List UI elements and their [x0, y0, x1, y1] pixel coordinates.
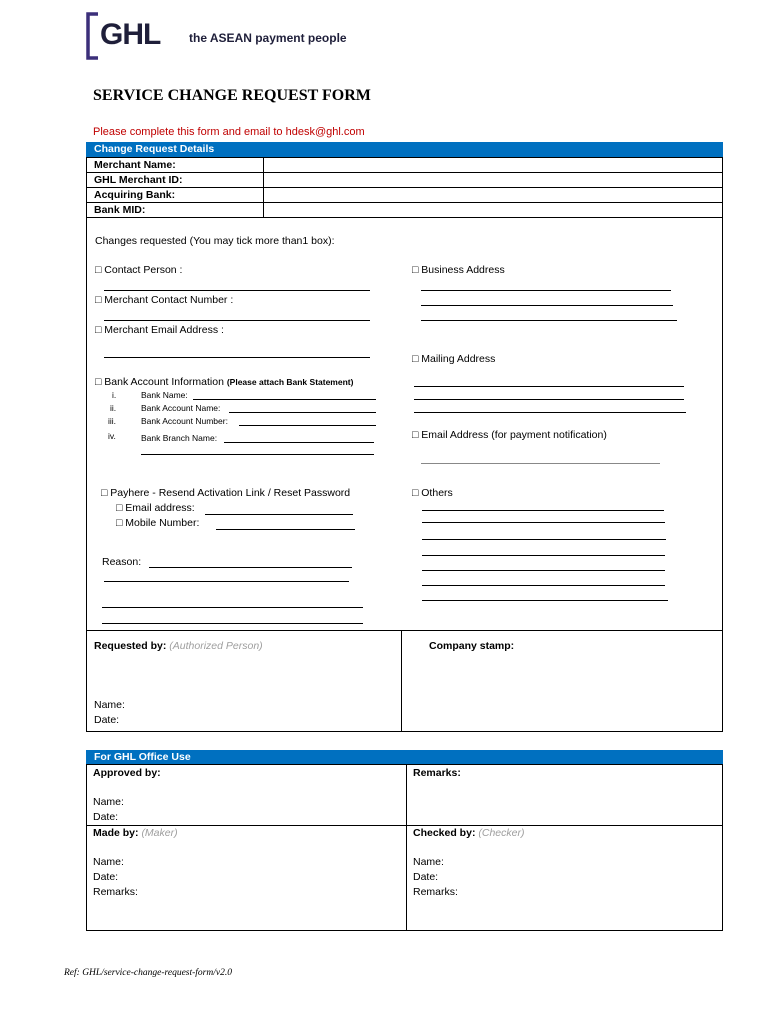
- bank-branch-line[interactable]: [224, 442, 374, 443]
- others-option[interactable]: [412, 487, 453, 499]
- bank-mid-field[interactable]: [264, 203, 722, 217]
- payhere-mobile-line[interactable]: [216, 529, 355, 530]
- authorized-person-label: (Authorized Person): [169, 640, 263, 652]
- bank-branch-line-2[interactable]: [141, 454, 374, 455]
- payhere-mobile-option[interactable]: [116, 517, 199, 529]
- others-line-7[interactable]: [422, 600, 668, 601]
- bank-account-number-label: Bank Account Number:: [141, 416, 228, 426]
- checker-label: (Checker): [478, 827, 525, 839]
- email-payment-line[interactable]: [421, 463, 660, 464]
- checkbox-icon[interactable]: □: [95, 324, 102, 336]
- reason-line-4[interactable]: [102, 623, 363, 624]
- contact-person-option[interactable]: [95, 264, 182, 276]
- bank-item-num: ii.: [110, 403, 117, 413]
- bank-account-name-label: Bank Account Name:: [141, 403, 221, 413]
- merchant-id-label: GHL Merchant ID:: [94, 174, 183, 186]
- business-address-line-1[interactable]: [421, 290, 671, 291]
- bank-item-num: iii.: [108, 416, 117, 426]
- merchant-email-label: Merchant Email Address :: [104, 324, 224, 336]
- payhere-mobile-label: Mobile Number:: [125, 517, 200, 529]
- bank-mid-label: Bank MID:: [94, 204, 146, 216]
- checkbox-icon[interactable]: □: [95, 264, 102, 276]
- merchant-email-line[interactable]: [104, 357, 370, 358]
- requested-by: [94, 640, 263, 652]
- checkbox-icon[interactable]: □: [101, 487, 108, 499]
- made-by-label: Made by:: [93, 827, 139, 839]
- approved-by-label: Approved by:: [93, 767, 161, 779]
- acquiring-bank-label: Acquiring Bank:: [94, 189, 176, 201]
- office-header: For GHL Office Use: [86, 750, 723, 765]
- checkbox-icon[interactable]: □: [412, 353, 419, 365]
- merchant-email-option[interactable]: [95, 324, 224, 336]
- requested-by-label: Requested by:: [94, 640, 167, 652]
- email-payment-label: Email Address (for payment notification): [421, 429, 607, 441]
- merchant-name-label: Merchant Name:: [94, 159, 176, 171]
- checkbox-icon[interactable]: □: [116, 502, 123, 514]
- checker-name-label: Name:: [413, 856, 444, 868]
- bank-account-label: Bank Account Information: [104, 376, 224, 388]
- footer-ref: Ref: GHL/service-change-request-form/v2.0: [64, 968, 232, 978]
- contact-person-line[interactable]: [104, 290, 370, 291]
- page-title: SERVICE CHANGE REQUEST FORM: [93, 87, 371, 104]
- payhere-email-option[interactable]: [116, 502, 195, 514]
- merchant-contact-line[interactable]: [104, 320, 370, 321]
- checked-by: [413, 827, 524, 839]
- checker-date-label: Date:: [413, 871, 439, 883]
- others-line-1[interactable]: [422, 510, 664, 511]
- contact-person-label: Contact Person :: [104, 264, 183, 276]
- checkbox-icon[interactable]: □: [412, 264, 419, 276]
- mailing-address-label: Mailing Address: [421, 353, 496, 365]
- office-remarks-label: Remarks:: [413, 767, 461, 779]
- bank-name-line[interactable]: [193, 399, 376, 400]
- logo-brand: GHL: [100, 18, 161, 51]
- company-stamp-label: Company stamp:: [429, 640, 515, 652]
- bank-branch-label: Bank Branch Name:: [141, 433, 218, 443]
- details-header: Change Request Details: [86, 142, 723, 157]
- merchant-contact-label: Merchant Contact Number :: [104, 294, 234, 306]
- checkbox-icon[interactable]: □: [95, 294, 102, 306]
- business-address-line-3[interactable]: [421, 320, 677, 321]
- bank-name-label: Bank Name:: [141, 390, 188, 400]
- others-line-5[interactable]: [422, 570, 665, 571]
- others-line-2[interactable]: [422, 522, 665, 523]
- merchant-contact-option[interactable]: [95, 294, 233, 306]
- business-address-option[interactable]: [412, 264, 505, 276]
- logo-tagline: the ASEAN payment people: [189, 31, 347, 45]
- made-by: [93, 827, 178, 839]
- checkbox-icon[interactable]: □: [95, 376, 102, 388]
- business-address-line-2[interactable]: [421, 305, 673, 306]
- office-table: [86, 764, 723, 931]
- others-label: Others: [421, 487, 453, 499]
- mailing-address-line-3[interactable]: [414, 412, 686, 413]
- company-stamp-area[interactable]: [402, 660, 722, 730]
- checkbox-icon[interactable]: □: [412, 487, 419, 499]
- reason-line-3[interactable]: [102, 607, 363, 608]
- others-line-3[interactable]: [422, 539, 666, 540]
- approved-name-label: Name:: [93, 796, 124, 808]
- maker-remarks-label: Remarks:: [93, 886, 138, 898]
- bank-item-num: iv.: [108, 431, 116, 441]
- reason-label: Reason:: [102, 556, 142, 568]
- bank-item-num: i.: [112, 390, 117, 400]
- bank-account-name-line[interactable]: [229, 412, 376, 413]
- mailing-address-option[interactable]: [412, 353, 495, 365]
- bank-account-option[interactable]: [95, 376, 353, 388]
- approved-date-label: Date:: [93, 811, 119, 823]
- checker-remarks-label: Remarks:: [413, 886, 458, 898]
- reason-line-1[interactable]: [149, 567, 352, 568]
- email-payment-option[interactable]: [412, 429, 607, 441]
- bank-account-number-line[interactable]: [239, 425, 376, 426]
- mailing-address-line-2[interactable]: [414, 399, 684, 400]
- business-address-label: Business Address: [421, 264, 505, 276]
- instruction-text: Please complete this form and email to hdesk@ghl.com: [93, 126, 365, 138]
- merchant-id-field[interactable]: [264, 173, 722, 187]
- reason-line-2[interactable]: [104, 581, 349, 582]
- maker-date-label: Date:: [93, 871, 119, 883]
- mailing-address-line-1[interactable]: [414, 386, 684, 387]
- checkbox-icon[interactable]: □: [116, 517, 123, 529]
- payhere-email-label: Email address:: [125, 502, 195, 514]
- checked-by-label: Checked by:: [413, 827, 476, 839]
- checkbox-icon[interactable]: □: [412, 429, 419, 441]
- acquiring-bank-field[interactable]: [264, 188, 722, 202]
- request-date-label: Date:: [94, 714, 120, 726]
- request-name-label: Name:: [94, 699, 125, 711]
- merchant-name-field[interactable]: [264, 158, 722, 172]
- others-line-6[interactable]: [422, 585, 665, 586]
- bank-account-note: (Please attach Bank Statement): [226, 377, 354, 387]
- ghl-logo: [86, 12, 366, 60]
- payhere-label: Payhere - Resend Activation Link / Reset Password: [110, 487, 351, 499]
- others-line-4[interactable]: [422, 555, 665, 556]
- maker-name-label: Name:: [93, 856, 124, 868]
- changes-intro: Changes requested (You may tick more than1 box):: [95, 235, 335, 247]
- maker-label: (Maker): [141, 827, 178, 839]
- payhere-option[interactable]: [101, 487, 350, 499]
- payhere-email-line[interactable]: [205, 514, 353, 515]
